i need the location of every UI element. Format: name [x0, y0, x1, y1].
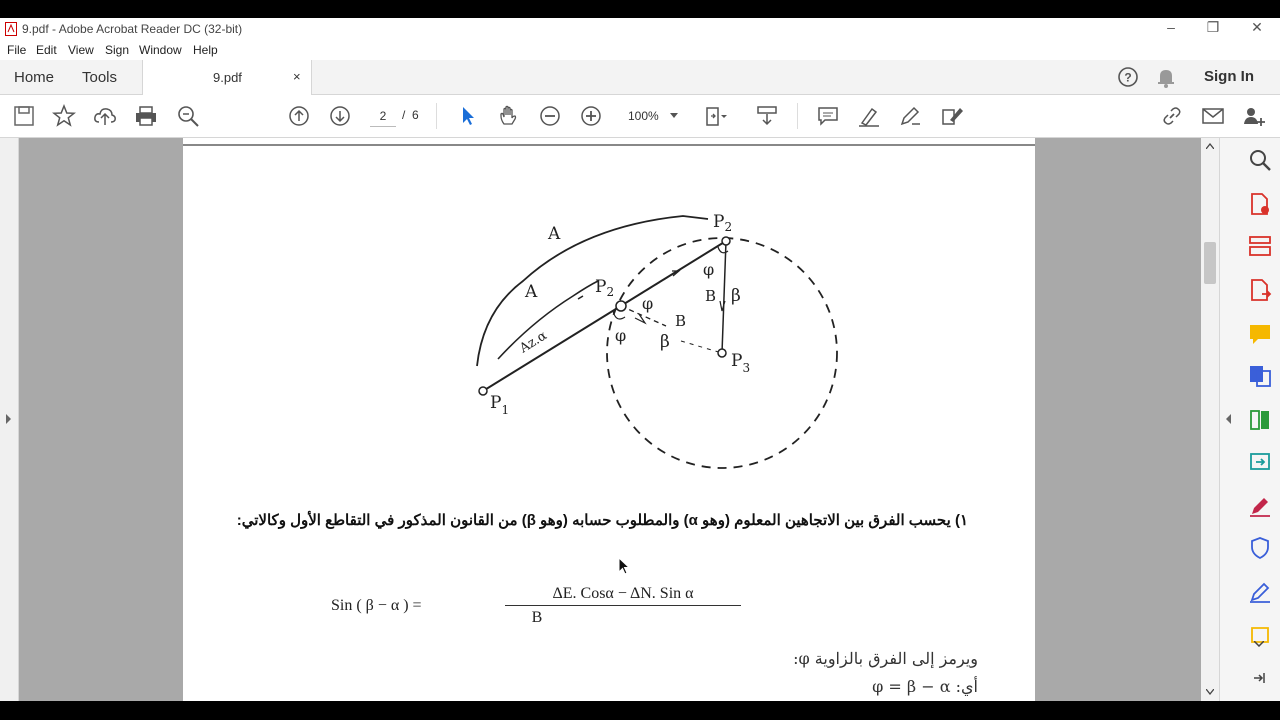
- bell-icon[interactable]: [1156, 66, 1176, 88]
- scroll-up-icon[interactable]: [1206, 143, 1214, 149]
- create-pdf-icon[interactable]: [1248, 192, 1272, 216]
- expand-left-panel-icon[interactable]: [5, 414, 12, 424]
- protect-shield-icon[interactable]: [1248, 536, 1272, 560]
- toolbar-divider: [797, 103, 798, 129]
- compare-files-icon[interactable]: [1248, 408, 1272, 432]
- formula-denominator: [505, 609, 741, 627]
- mouse-cursor-icon: [618, 557, 630, 575]
- chevron-down-icon[interactable]: [1254, 641, 1264, 647]
- label-P2-top: $P_2$: [713, 212, 733, 234]
- paragraph-step-1: ١) يحسب الفرق بين الاتجاهين المعلوم (وهو α) والمطلوب حسابه (وهو β) من القانون المذكور في التقاطع الأول وكالاتي:: [236, 512, 968, 529]
- sign-pen-icon[interactable]: [1248, 580, 1272, 604]
- menu-bar: [0, 40, 1280, 60]
- title-bar: [0, 18, 1280, 40]
- label-phi-right: φ: [642, 294, 654, 313]
- survey-diagram: [453, 201, 863, 481]
- page-number-input[interactable]: 2: [370, 106, 396, 127]
- draw-pen-icon[interactable]: [898, 104, 922, 128]
- menu-edit[interactable]: Edit: [36, 43, 57, 57]
- print-icon[interactable]: [134, 104, 158, 128]
- formula-lhs: Sin ( β − α ) =: [331, 597, 422, 614]
- label-beta-vertical: β: [731, 286, 741, 306]
- search-zoom-icon[interactable]: [176, 104, 200, 128]
- label-phi-top: φ: [703, 260, 715, 279]
- tab-bar: [0, 60, 1280, 95]
- fill-sign-icon[interactable]: [940, 104, 964, 128]
- label-A-inner: A: [525, 282, 538, 302]
- label-P2-middle: $P_2$: [595, 277, 615, 299]
- menu-sign[interactable]: Sign: [105, 43, 130, 57]
- svg-text:?: ?: [1124, 70, 1132, 85]
- collapse-pane-arrow-icon[interactable]: [1252, 671, 1266, 685]
- left-panel-collapsed: [0, 138, 19, 701]
- tab-home[interactable]: Home: [14, 69, 55, 86]
- tab-document[interactable]: [142, 60, 312, 95]
- page-separator: /: [402, 108, 406, 122]
- zoom-level-select[interactable]: [620, 106, 682, 126]
- hand-tool-icon[interactable]: [497, 104, 521, 128]
- upload-cloud-icon[interactable]: [93, 104, 117, 128]
- previous-page-icon[interactable]: [287, 104, 311, 128]
- close-window-button[interactable]: ✕: [1251, 19, 1263, 35]
- label-B-middle: B: [675, 312, 687, 330]
- screen-border-top: [0, 0, 1280, 18]
- fill-and-sign-icon[interactable]: [1248, 494, 1272, 518]
- label-P3: $P_3$: [731, 351, 751, 375]
- chevron-down-icon: [670, 113, 678, 119]
- zoom-out-icon[interactable]: [538, 104, 562, 128]
- label-beta-middle: β: [660, 332, 670, 352]
- comment-icon[interactable]: [816, 104, 840, 128]
- document-viewport: [19, 138, 1201, 701]
- share-link-icon[interactable]: [1160, 104, 1184, 128]
- zoom-in-icon[interactable]: [579, 104, 603, 128]
- page-count: 6: [412, 108, 419, 122]
- export-pdf-icon[interactable]: [1248, 278, 1272, 302]
- search-tool-icon[interactable]: [1248, 148, 1272, 172]
- bookmark-star-icon[interactable]: [52, 104, 76, 128]
- fit-page-icon[interactable]: [704, 104, 728, 128]
- pdf-page: [183, 146, 1035, 701]
- email-icon[interactable]: [1201, 104, 1225, 128]
- send-for-review-icon[interactable]: [1248, 450, 1272, 474]
- collapse-right-pane-icon[interactable]: [1225, 414, 1232, 424]
- comment-tool-icon[interactable]: [1248, 322, 1272, 346]
- handwritten-note-1: ويرمز إلى الفرق بالزاوية φ:: [793, 649, 978, 668]
- toolbar: [0, 95, 1280, 138]
- tab-close-button[interactable]: ×: [293, 69, 301, 84]
- label-P1: $P_1$: [490, 393, 510, 417]
- pdf-file-icon: [5, 22, 17, 36]
- scrollbar-thumb[interactable]: [1204, 242, 1216, 284]
- scroll-down-icon[interactable]: [1206, 689, 1214, 695]
- handwritten-note-2: أي: φ = β − α: [872, 677, 978, 696]
- minimize-button[interactable]: –: [1167, 19, 1175, 35]
- zoom-value: 100%: [628, 109, 659, 123]
- save-icon[interactable]: [12, 104, 36, 128]
- highlight-pen-icon[interactable]: [857, 104, 881, 128]
- label-B-vertical: B: [705, 287, 717, 305]
- right-tools-pane: [1219, 138, 1280, 701]
- page-total: [402, 108, 419, 122]
- menu-help[interactable]: Help: [193, 43, 218, 57]
- menu-view[interactable]: View: [68, 43, 94, 57]
- select-cursor-icon[interactable]: [456, 104, 480, 128]
- formula-numerator: ΔE. Cosα − ΔN. Sin α: [505, 585, 741, 606]
- tab-tools[interactable]: Tools: [82, 69, 118, 86]
- scroll-mode-icon[interactable]: [755, 104, 779, 128]
- add-user-icon[interactable]: [1242, 104, 1266, 128]
- help-icon[interactable]: [1117, 66, 1139, 88]
- sign-in-button[interactable]: Sign In: [1204, 68, 1254, 85]
- label-phi-below: φ: [615, 326, 627, 345]
- window-title: 9.pdf - Adobe Acrobat Reader DC (32-bit): [22, 22, 243, 36]
- restore-button[interactable]: ❐: [1206, 19, 1220, 35]
- next-page-icon[interactable]: [328, 104, 352, 128]
- label-A-outer: A: [548, 224, 561, 244]
- menu-window[interactable]: Window: [139, 43, 182, 57]
- vertical-scrollbar[interactable]: [1201, 138, 1219, 701]
- menu-file[interactable]: File: [7, 43, 27, 57]
- tab-document-label: 9.pdf: [213, 70, 242, 85]
- formula-denominator-text: B: [531, 609, 543, 626]
- organize-pages-icon[interactable]: [1248, 234, 1272, 258]
- toolbar-divider: [436, 103, 437, 129]
- label-azimuth-alpha: Az.α: [517, 328, 550, 357]
- screen-border-bottom: [0, 701, 1280, 720]
- combine-files-icon[interactable]: [1248, 364, 1272, 388]
